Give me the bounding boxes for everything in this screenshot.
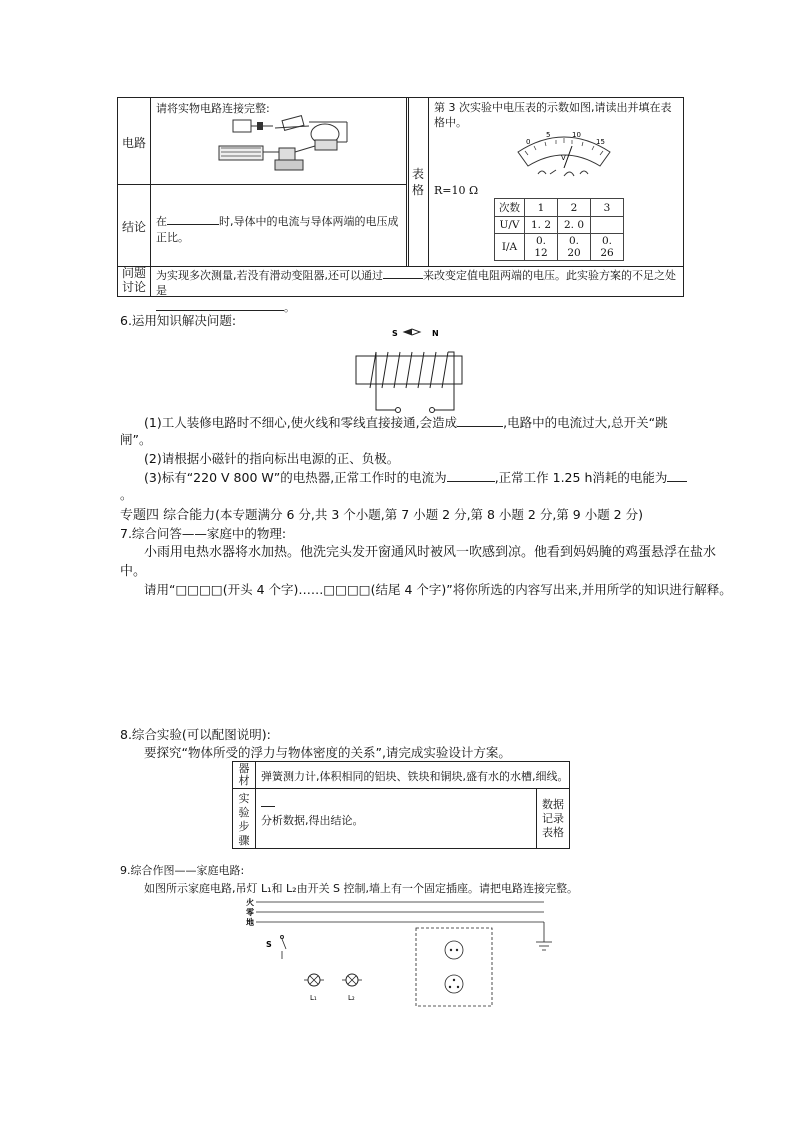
q7-body-1: 小雨用电热水器将水加热。他洗完头发开窗通风时被风一吹感到凉。他看到妈妈腌的鸡蛋悬浮在盐水 (144, 545, 717, 560)
q6-blank-2[interactable] (447, 469, 495, 482)
voltmeter-tick-0: 0 (526, 138, 531, 146)
voltmeter-tick-5: 5 (546, 131, 551, 139)
discussion-blank-1[interactable] (383, 266, 423, 279)
q6-item1: (1)工人装修电路时不细心,使火线和零线直接接通,会造成 ,电路中的电流过大,总开关“跳 (144, 415, 668, 430)
q7-body-2: 中。 (120, 564, 147, 579)
household-circuit-diagram (244, 895, 564, 1010)
resistance-value: R=10 Ω (434, 184, 479, 197)
voltmeter-tick-15: 15 (596, 138, 605, 146)
lamp-l2-label: L₂ (348, 994, 355, 1002)
q6-item3: (3)标有“220 V 800 W”的电热器,正常工作时的电流为 ,正常工作 1.25 h消耗的电能为 (144, 469, 687, 486)
q9-title: 9.综合作图——家庭电路: (120, 864, 245, 877)
ground-wire-label: 地 (246, 918, 254, 927)
data-header-count: 次数 (495, 199, 525, 217)
q6-title: 6.运用知识解决问题: (120, 313, 237, 328)
q8-title: 8.综合实验(可以配图说明): (120, 727, 271, 742)
data-header-1: 1 (525, 199, 558, 217)
discussion-label: 问题讨论 (121, 266, 146, 294)
section4-heading (120, 507, 643, 524)
experiment-table (117, 97, 684, 314)
magnet-n-label: N (432, 329, 439, 338)
circuit-sketch (213, 112, 353, 182)
voltmeter-dial (514, 130, 614, 182)
conclusion-blank[interactable] (167, 212, 219, 225)
equipment-label: 器材 (238, 762, 250, 787)
equipment-text: 弹簧测力计,体积相同的铝块、铁块和铜块,盛有水的水槽,细线。 (261, 770, 569, 783)
data-cell: 1. 2 (525, 217, 558, 234)
q7-body-3: 请用“□□□□(开头 4 个字)……□□□□(结尾 4 个字)”将你所选的内容写出来,并用所学的知识进行解释。 (144, 582, 732, 597)
circuit-label: 电路 (121, 136, 146, 150)
magnet-s-label: S (392, 329, 398, 338)
voltmeter-unit: V (561, 154, 566, 162)
data-cell: I/A (495, 234, 525, 261)
experiment-design-table (232, 761, 570, 849)
q9-intro: 如图所示家庭电路,吊灯 L₁和 L₂由开关 S 控制,墙上有一个固定插座。请把电路连接完整。 (144, 882, 579, 895)
conclusion-text: 在 时,导体中的电流与导体两端的电压成正比。 (156, 212, 402, 246)
table-instruction: 第 3 次实验中电压表的示数如图,请读出并填在表格中。 (434, 101, 672, 129)
data-cell: 2. 0 (558, 217, 591, 234)
q6-item2: (2)请根据小磁针的指向标出电源的正、负极。 (144, 451, 400, 466)
steps-text: 分析数据,得出结论。 (261, 814, 364, 827)
steps-label: 实验步骤 (238, 792, 250, 847)
data-header-3: 3 (591, 199, 624, 217)
q6-item1-cont: 闸”。 (120, 432, 152, 447)
data-record-label: 数据记录表格 (542, 798, 564, 839)
q7-title: 7.综合问答——家庭中的物理: (120, 526, 287, 541)
live-wire-label: 火 (246, 898, 254, 907)
q8-intro: 要探究“物体所受的浮力与物体密度的关系”,请完成实验设计方案。 (144, 745, 511, 760)
data-table (494, 198, 624, 261)
data-cell: U/V (495, 217, 525, 234)
data-cell: 0. 20 (558, 234, 591, 261)
switch-s-label: S (266, 940, 272, 949)
discussion-text: 为实现多次测量,若没有滑动变阻器,还可以通过 来改变定值电阻两端的电压。此实验方案的不足之处是 。 (156, 266, 678, 315)
data-cell: 0. 12 (525, 234, 558, 261)
discussion-blank-2[interactable] (156, 298, 284, 311)
voltmeter-tick-10: 10 (572, 131, 581, 139)
table-label: 表格 (411, 167, 424, 197)
circuit-instruction: 请将实物电路连接完整: (156, 102, 270, 115)
section4-subtitle: (本专题满分 6 分,共 3 个小题,第 7 小题 2 分,第 8 小题 2 分,第 9 小题 2 分) (215, 507, 643, 522)
data-header-2: 2 (558, 199, 591, 217)
lamp-l1-label: L₁ (310, 994, 317, 1002)
steps-blank[interactable] (261, 806, 275, 807)
data-cell: 0. 26 (591, 234, 624, 261)
q6-item3-cont: 。 (120, 487, 133, 502)
section4-title: 专题四 综合能力 (120, 508, 216, 523)
q6-blank-1[interactable] (457, 414, 503, 427)
conclusion-label: 结论 (121, 220, 146, 234)
q6-blank-3[interactable] (667, 469, 687, 482)
data-cell-empty[interactable] (591, 217, 624, 234)
solenoid-diagram (350, 326, 470, 420)
neutral-wire-label: 零 (246, 908, 254, 917)
